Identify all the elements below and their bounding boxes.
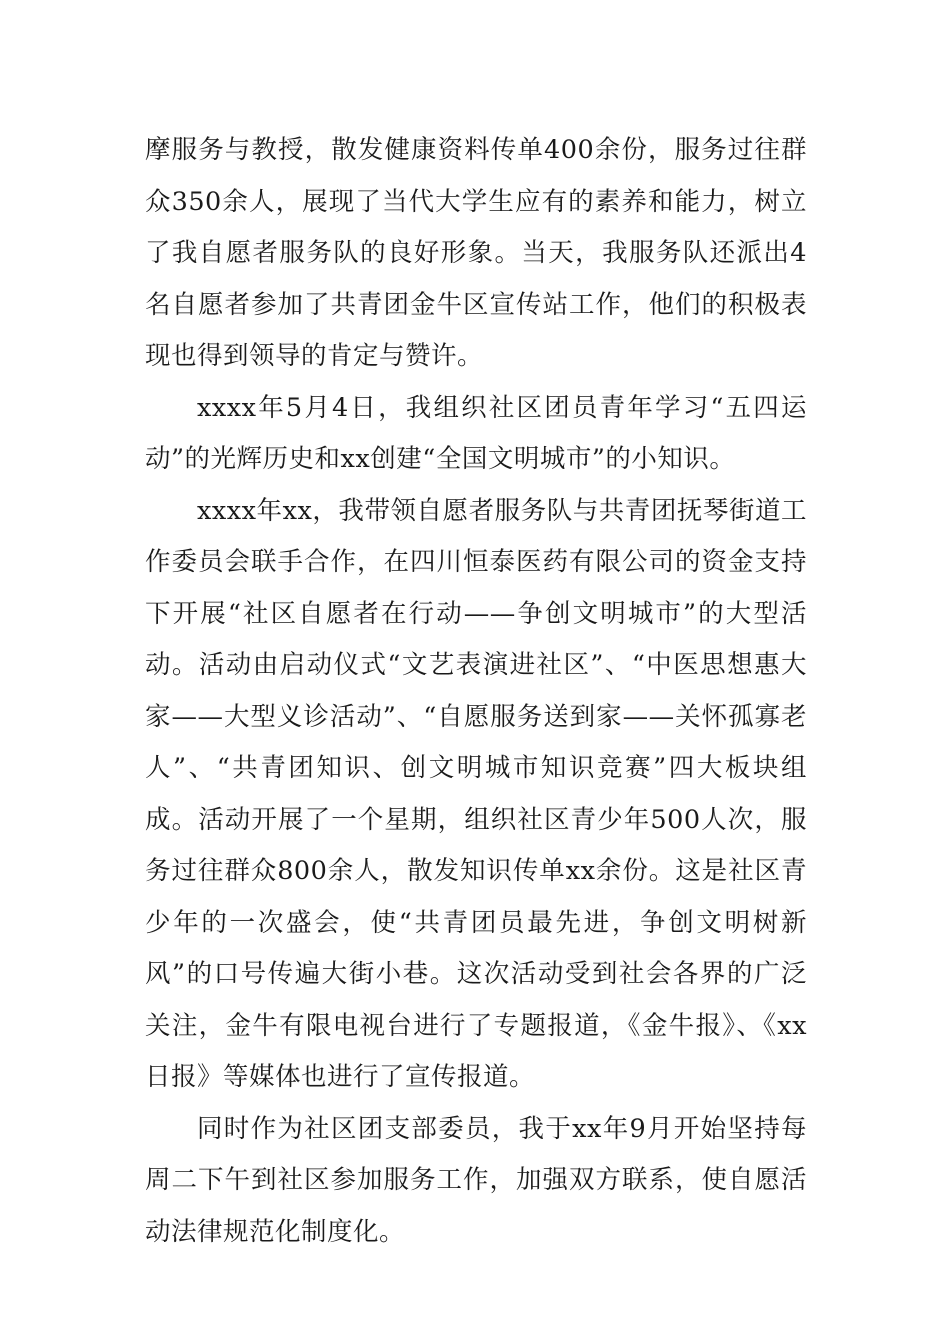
paragraph-2: xxxx年5月4日，我组织社区团员青年学习“五四运动”的光辉历史和xx创建“全国文明城市”的小知识。 [145, 392, 807, 474]
paragraph-4: 同时作为社区团支部委员，我于xx年9月开始坚持每周二下午到社区参加服务工作，加强双方联系，使自愿活动法律规范化制度化。 [145, 1113, 807, 1247]
paragraph-3: xxxx年xx，我带领自愿者服务队与共青团抚琴街道工作委员会联手合作，在四川恒泰医药有限公司的资金支持下开展“社区自愿者在行动——争创文明城市”的大型活动。活动由启动仪式“文艺表演进社区”、“中医思想惠大家——大型义诊活动”、“自愿服务送到家——关怀孤寡老人”、“共青团知识、创文明城市知识竞赛”四大板块组成。活动开展了一个星期，组织社区青少年500人次，服务过往群众800余人，散发知识传单xx余份。这是社区青少年的一次盛会，使“共青团员最先进，争创文明树新风”的口号传遍大街小巷。这次活动受到社会各界的广泛关注，金牛有限电视台进行了专题报道，《金牛报》、《xx日报》等媒体也进行了宣传报道。 [145, 495, 807, 1092]
paragraph-1: 摩服务与教授，散发健康资料传单400余份，服务过往群众350余人，展现了当代大学生应有的素养和能力，树立了我自愿者服务队的良好形象。当天，我服务队还派出4名自愿者参加了共青团金牛区宣传站工作，他们的积极表现也得到领导的肯定与赞许。 [145, 135, 807, 371]
document-body [145, 125, 807, 1258]
